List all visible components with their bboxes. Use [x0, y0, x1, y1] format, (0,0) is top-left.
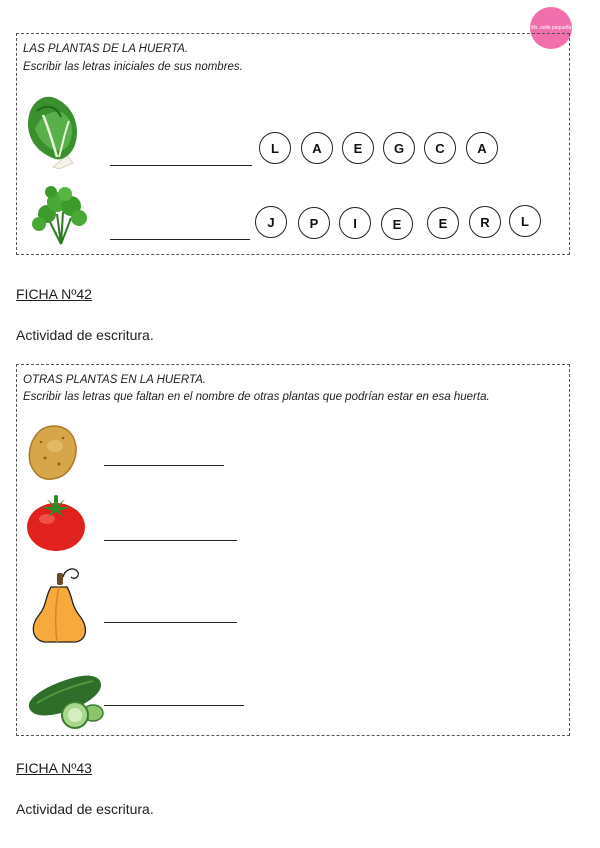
- answer-line[interactable]: [110, 165, 252, 166]
- answer-line[interactable]: [104, 465, 224, 466]
- section-title: OTRAS PLANTAS EN LA HUERTA.: [23, 374, 206, 386]
- worksheet-box-initial-letters: [16, 33, 570, 255]
- cucumber-icon: [23, 673, 105, 729]
- section-instruction: Escribir las letras iniciales de sus nombres.: [23, 61, 243, 73]
- letter-circle: R: [469, 206, 501, 238]
- letter-circle: A: [301, 132, 333, 164]
- letter-circle: E: [381, 208, 413, 240]
- letter-circle: J: [255, 206, 287, 238]
- answer-line[interactable]: [104, 705, 244, 706]
- answer-line[interactable]: [104, 622, 237, 623]
- potato-icon: [25, 422, 79, 482]
- ficha-43-activity: Actividad de escritura.: [16, 801, 154, 817]
- worksheet-box-missing-letters: [16, 364, 570, 736]
- letter-circle: E: [427, 207, 459, 239]
- letter-circle: P: [298, 207, 330, 239]
- section-title: LAS PLANTAS DE LA HUERTA.: [23, 43, 189, 55]
- pumpkin-icon: [25, 565, 91, 645]
- letter-circle: E: [342, 132, 374, 164]
- ficha-42-activity: Actividad de escritura.: [16, 327, 154, 343]
- letter-circle: L: [259, 132, 291, 164]
- tomato-icon: [25, 493, 87, 553]
- letter-circle: I: [339, 207, 371, 239]
- letter-circle: A: [466, 132, 498, 164]
- answer-line[interactable]: [104, 540, 237, 541]
- letter-circle: L: [509, 205, 541, 237]
- letter-circle: G: [383, 132, 415, 164]
- ficha-42-title: FICHA Nº42: [16, 286, 92, 302]
- ficha-43-title: FICHA Nº43: [16, 760, 92, 776]
- chard-icon: [23, 89, 85, 169]
- logo-text: Ms. zelle pequeña: [530, 25, 572, 31]
- parsley-icon: [27, 184, 93, 246]
- section-instruction: Escribir las letras que faltan en el nombre de otras plantas que podrían estar en esa huerta.: [23, 391, 490, 403]
- answer-line[interactable]: [110, 239, 250, 240]
- letter-circle: C: [424, 132, 456, 164]
